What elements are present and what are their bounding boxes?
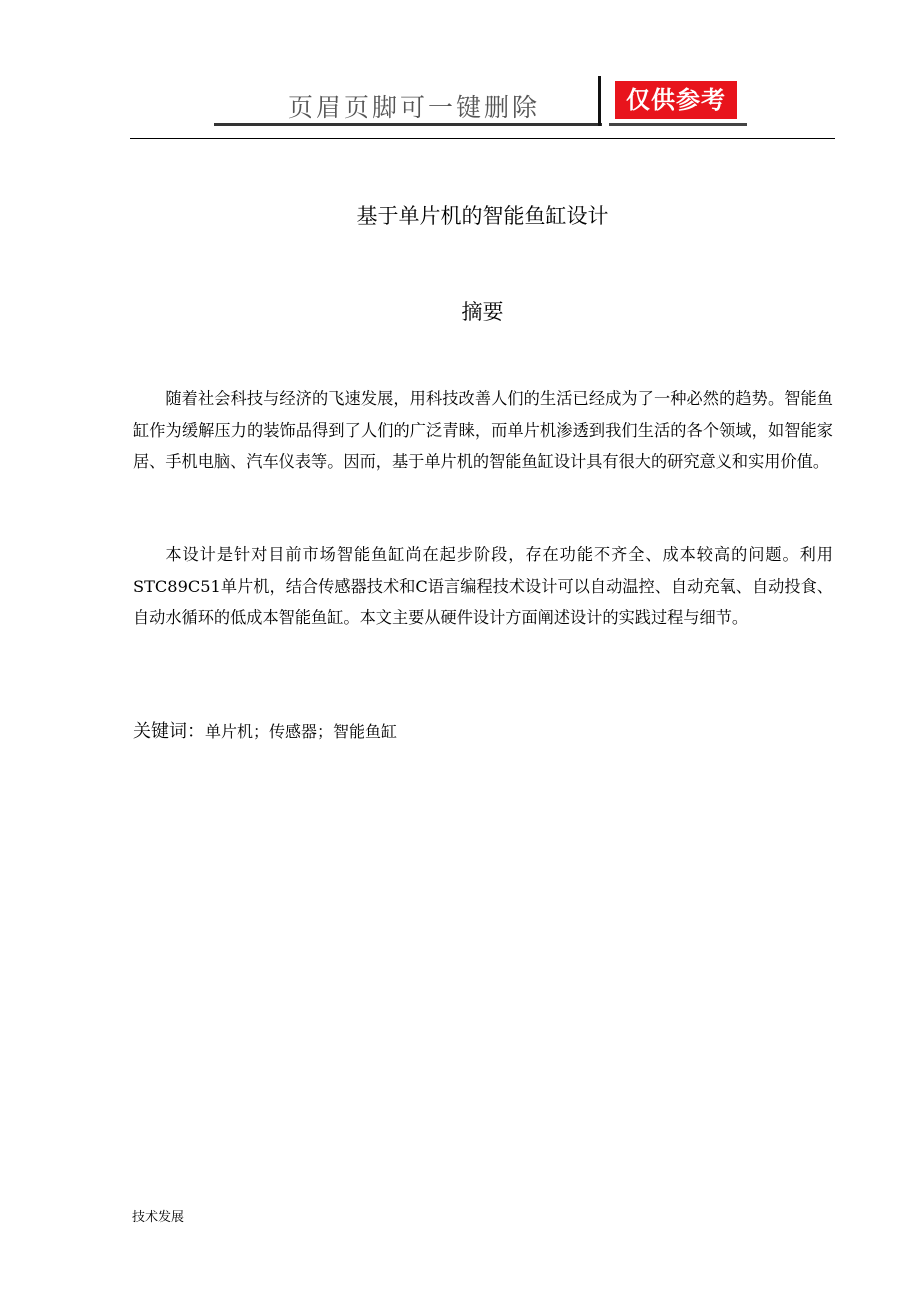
- header-rule: [130, 138, 835, 139]
- page-footer: 技术发展: [132, 1210, 185, 1225]
- header-text: 页眉页脚可一键删除: [288, 93, 541, 122]
- stamp-underline: [609, 123, 747, 126]
- abstract-paragraph-1: 随着社会科技与经济的飞速发展，用科技改善人们的生活已经成为了一种必然的趋势。智能鱼缸作为缓解压力的装饰品得到了人们的广泛青睐，而单片机渗透到我们生活的各个领域，如智能家居、手机电脑、汽车仪表等。因而，基于单片机的智能鱼缸设计具有很大的研究意义和实用价值。: [133, 389, 833, 471]
- header-underline: [214, 123, 602, 126]
- document-title: 基于单片机的智能鱼缸设计: [356, 204, 609, 228]
- abstract-paragraph-2: 本设计是针对目前市场智能鱼缸尚在起步阶段，存在功能不齐全、成本较高的问题。利用STC89C51单片机，结合传感器技术和C语言编程技术设计可以自动温控、自动充氧、自动投食、自动水循环的低成本智能鱼缸。本文主要从硬件设计方面阐述设计的实践过程与细节。: [133, 545, 833, 627]
- keywords-value: 单片机；传感器；智能鱼缸: [205, 722, 398, 741]
- header-divider: [598, 76, 601, 126]
- keywords-line: [133, 717, 397, 743]
- reference-only-stamp: 仅供参考: [615, 81, 737, 119]
- abstract-heading: 摘要: [461, 300, 504, 324]
- keywords-label: 关键词：: [133, 721, 205, 742]
